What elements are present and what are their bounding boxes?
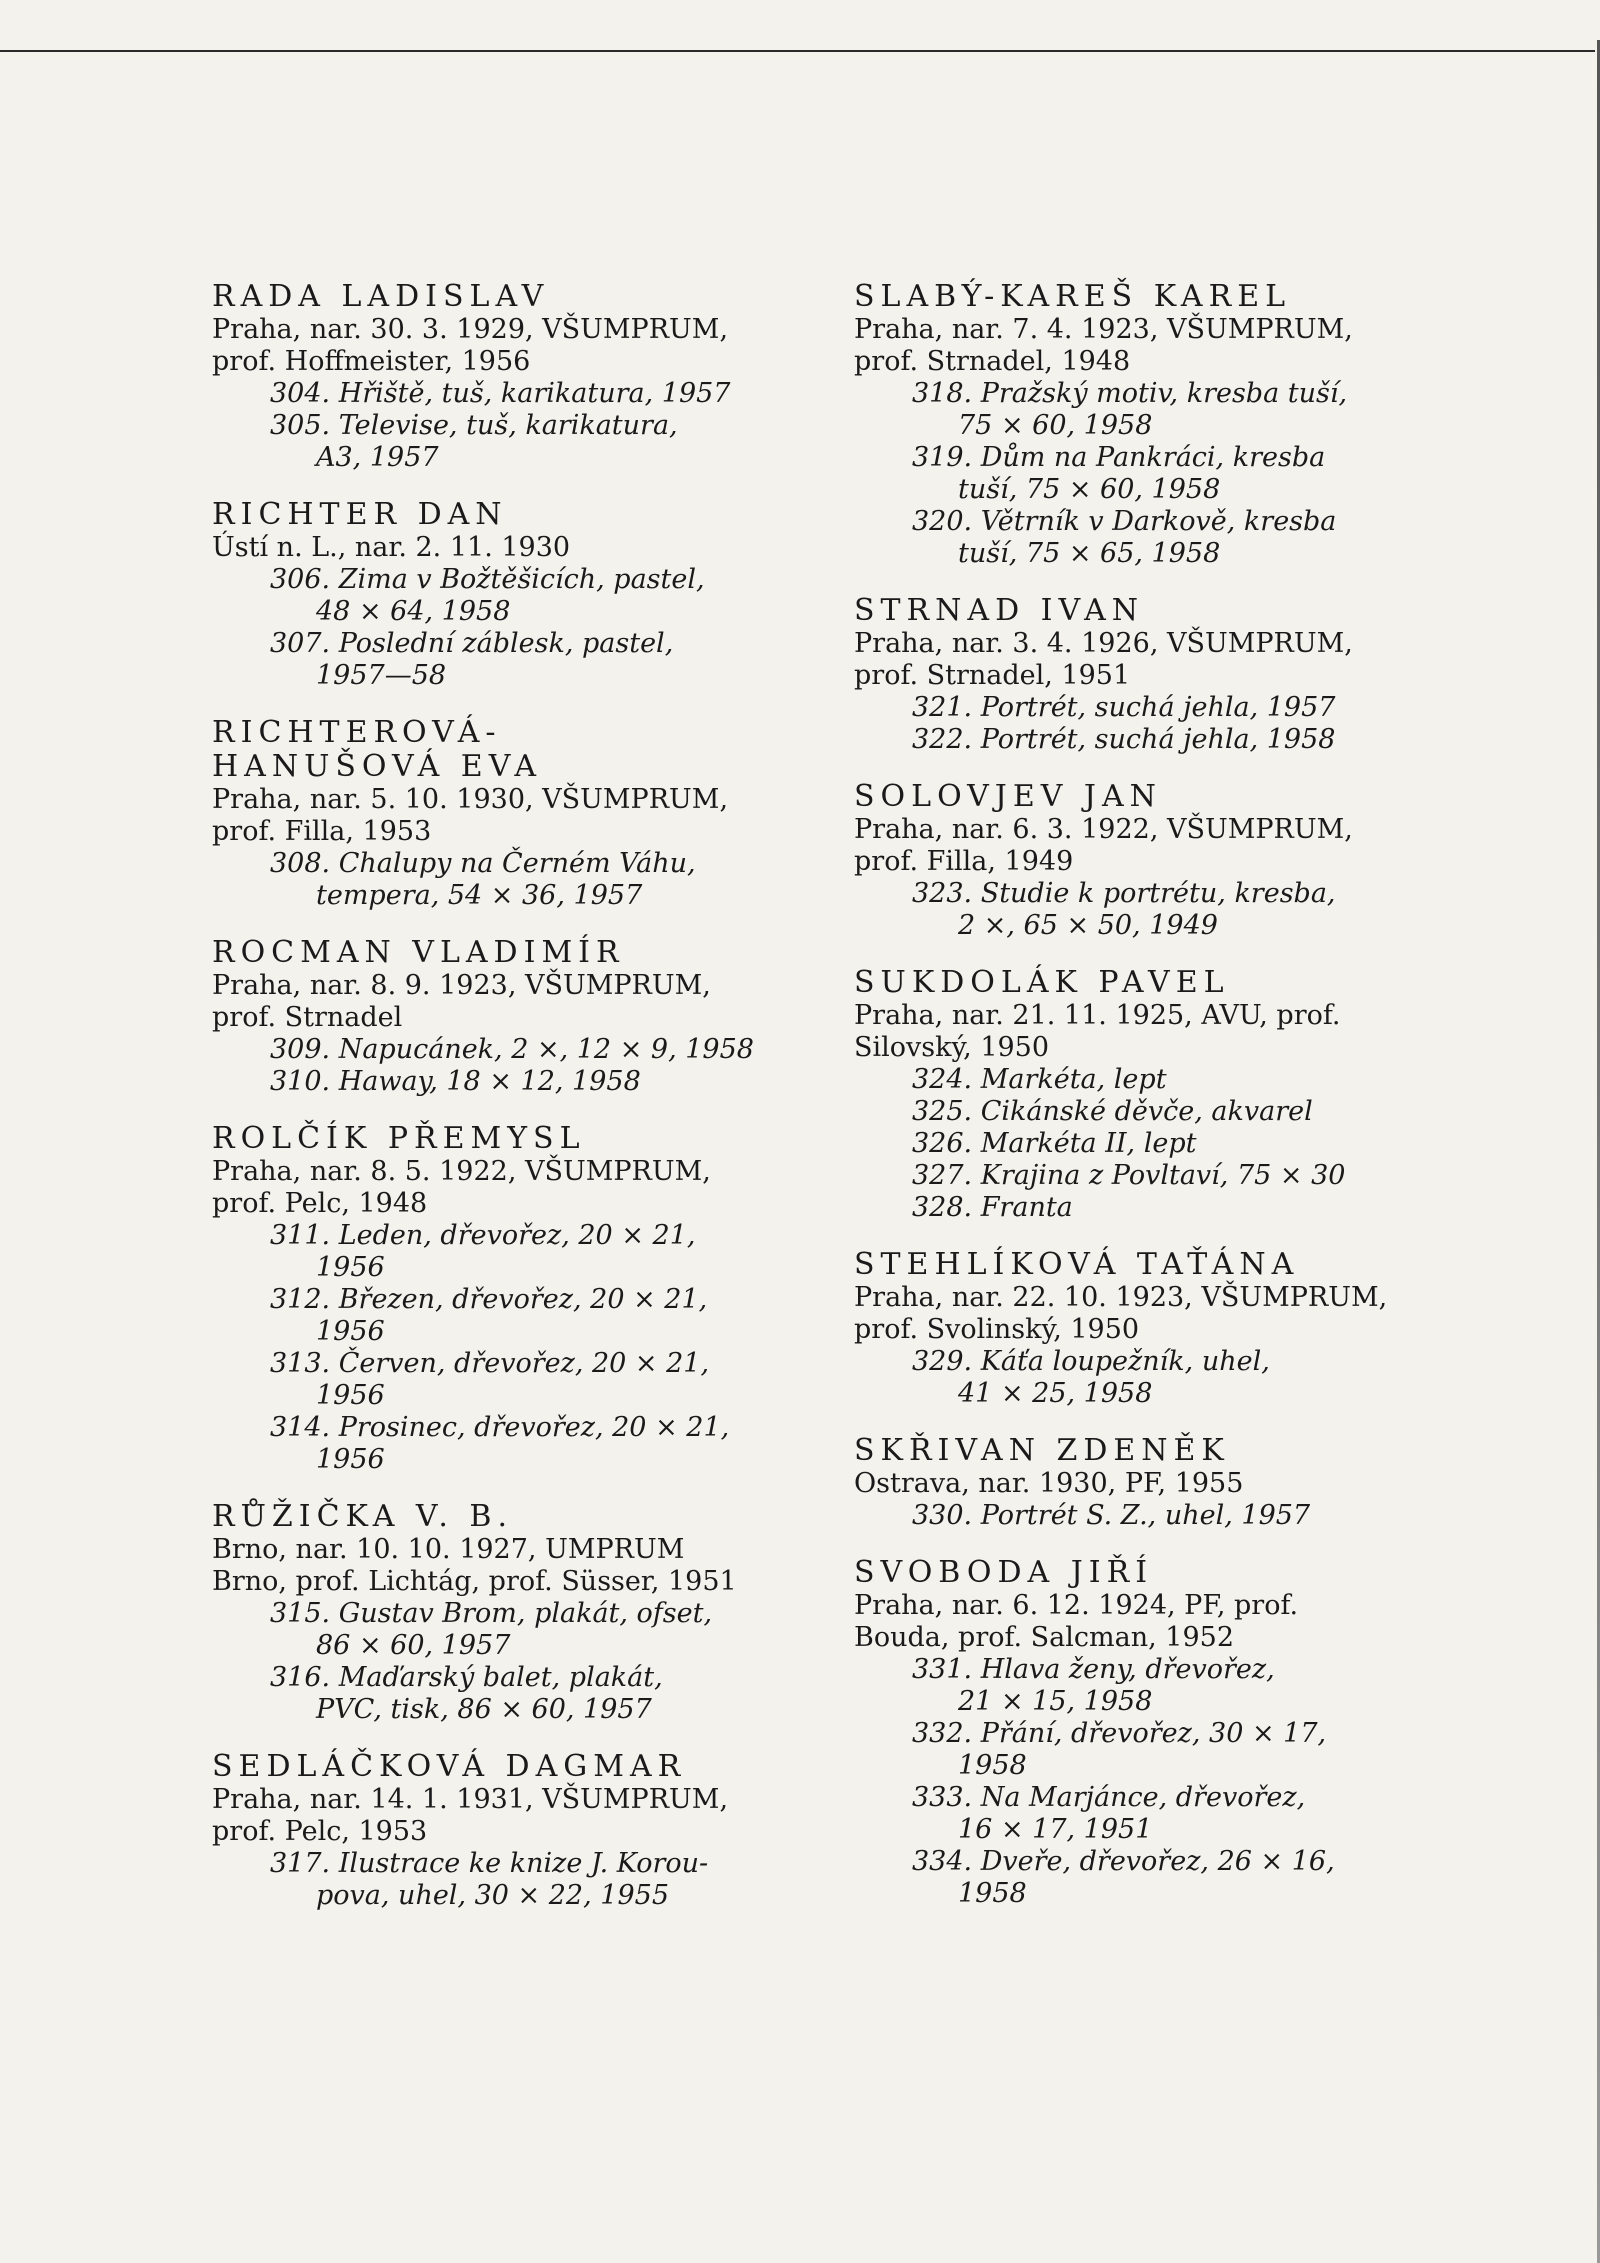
- artist-name: SOLOVJEV JAN: [854, 779, 1162, 814]
- artwork-item: 326. Markéta II, lept: [912, 1128, 1197, 1159]
- artist-info: Praha, nar. 8. 9. 1923, VŠUMPRUM, prof. Strnadel: [212, 970, 711, 1033]
- artist-name: STEHLÍKOVÁ TAŤÁNA: [854, 1247, 1300, 1282]
- artwork-item: 333. Na Marjánce, dřevořez, 16 × 17, 1951: [912, 1782, 1306, 1845]
- artwork-item: 331. Hlava ženy, dřevořez, 21 × 15, 1958: [912, 1654, 1275, 1717]
- artwork-item: 316. Maďarský balet, plakát, PVC, tisk, 86 × 60, 1957: [270, 1662, 663, 1725]
- artwork-item: 314. Prosinec, dřevořez, 20 × 21, 1956: [270, 1412, 730, 1475]
- artwork-item: 309. Napucánek, 2 ×, 12 × 9, 1958: [270, 1034, 754, 1065]
- artist-entry: [854, 280, 1448, 570]
- artwork-item: 330. Portrét S. Z., uhel, 1957: [912, 1500, 1311, 1531]
- artwork-item: 312. Březen, dřevořez, 20 × 21, 1956: [270, 1284, 708, 1347]
- page-top-edge: [0, 50, 1595, 52]
- artist-entry: [854, 594, 1448, 756]
- artist-name: SVOBODA JIŘÍ: [854, 1555, 1154, 1590]
- artist-info: Praha, nar. 6. 12. 1924, PF, prof. Bouda, prof. Salcman, 1952: [854, 1590, 1299, 1653]
- artist-info: Praha, nar. 8. 5. 1922, VŠUMPRUM, prof. Pelc, 1948: [212, 1156, 711, 1219]
- artwork-item: 310. Haway, 18 × 12, 1958: [270, 1066, 641, 1097]
- left-column: [212, 280, 812, 1936]
- artist-info: Praha, nar. 14. 1. 1931, VŠUMPRUM, prof. Pelc, 1953: [212, 1784, 729, 1847]
- artist-name: SKŘIVAN ZDENĚK: [854, 1433, 1230, 1468]
- artwork-item: 307. Poslední záblesk, pastel, 1957—58: [270, 628, 674, 691]
- artist-info: Praha, nar. 6. 3. 1922, VŠUMPRUM, prof. Filla, 1949: [854, 814, 1353, 877]
- artwork-item: 305. Televise, tuš, karikatura, A3, 1957: [270, 410, 678, 473]
- artwork-item: 317. Ilustrace ke knize J. Korou- pova, uhel, 30 × 22, 1955: [270, 1848, 709, 1911]
- artist-entry: [212, 716, 812, 912]
- artist-info: Praha, nar. 30. 3. 1929, VŠUMPRUM, prof. Hoffmeister, 1956: [212, 314, 729, 377]
- artist-info: Ostrava, nar. 1930, PF, 1955: [854, 1468, 1244, 1499]
- artist-entry: [854, 780, 1448, 942]
- artist-info: Praha, nar. 3. 4. 1926, VŠUMPRUM, prof. Strnadel, 1951: [854, 628, 1353, 691]
- artwork-item: 306. Zima v Božtěšicích, pastel, 48 × 64, 1958: [270, 564, 705, 627]
- artwork-item: 313. Červen, dřevořez, 20 × 21, 1956: [270, 1348, 710, 1411]
- artist-info: Praha, nar. 22. 10. 1923, VŠUMPRUM, prof. Svolinský, 1950: [854, 1282, 1388, 1345]
- artwork-item: 332. Přání, dřevořez, 30 × 17, 1958: [912, 1718, 1327, 1781]
- artist-name: ROLČÍK PŘEMYSL: [212, 1121, 586, 1156]
- right-column: [854, 280, 1448, 1934]
- artist-name: STRNAD IVAN: [854, 593, 1145, 628]
- artist-entry: [854, 1434, 1448, 1532]
- artwork-item: 323. Studie k portrétu, kresba, 2 ×, 65 × 50, 1949: [912, 878, 1336, 941]
- artist-info: Brno, nar. 10. 10. 1927, UMPRUM Brno, prof. Lichtág, prof. Süsser, 1951: [212, 1534, 737, 1597]
- artist-entry: [212, 1500, 812, 1726]
- artwork-item: 329. Káťa loupežník, uhel, 41 × 25, 1958: [912, 1346, 1270, 1409]
- artwork-item: 324. Markéta, lept: [912, 1064, 1167, 1095]
- artwork-item: 315. Gustav Brom, plakát, ofset, 86 × 60, 1957: [270, 1598, 713, 1661]
- artist-info: Praha, nar. 21. 11. 1925, AVU, prof. Silovský, 1950: [854, 1000, 1341, 1063]
- artist-name: RICHTER DAN: [212, 497, 508, 532]
- artwork-item: 304. Hřiště, tuš, karikatura, 1957: [270, 378, 731, 409]
- artwork-item: 322. Portrét, suchá jehla, 1958: [912, 724, 1336, 755]
- artist-name: SLABÝ-KAREŠ KAREL: [854, 279, 1292, 314]
- artist-name: SUKDOLÁK PAVEL: [854, 965, 1230, 1000]
- artwork-item: 308. Chalupy na Černém Váhu, tempera, 54 × 36, 1957: [270, 848, 696, 911]
- artwork-item: 321. Portrét, suchá jehla, 1957: [912, 692, 1336, 723]
- artist-name: RŮŽIČKA V. B.: [212, 1499, 513, 1534]
- artwork-item: 320. Větrník v Darkově, kresba tuší, 75 × 65, 1958: [912, 506, 1337, 569]
- artwork-item: 328. Franta: [912, 1192, 1073, 1223]
- artwork-item: 318. Pražský motiv, kresba tuší, 75 × 60, 1958: [912, 378, 1348, 441]
- artist-name: RADA LADISLAV: [212, 279, 550, 314]
- artist-info: Ústí n. L., nar. 2. 11. 1930: [212, 532, 571, 563]
- artwork-item: 327. Krajina z Povltaví, 75 × 30: [912, 1160, 1346, 1191]
- artist-entry: [854, 966, 1448, 1224]
- artwork-item: 325. Cikánské děvče, akvarel: [912, 1096, 1313, 1127]
- artist-entry: [212, 498, 812, 692]
- artist-entry: [854, 1556, 1448, 1910]
- artwork-item: 319. Dům na Pankráci, kresba tuší, 75 × 60, 1958: [912, 442, 1326, 505]
- artist-entry: [854, 1248, 1448, 1410]
- artwork-item: 311. Leden, dřevořez, 20 × 21, 1956: [270, 1220, 696, 1283]
- artwork-item: 334. Dveře, dřevořez, 26 × 16, 1958: [912, 1846, 1335, 1909]
- artist-info: Praha, nar. 7. 4. 1923, VŠUMPRUM, prof. Strnadel, 1948: [854, 314, 1353, 377]
- artist-entry: [212, 1750, 812, 1912]
- artist-name: ROCMAN VLADIMÍR: [212, 935, 625, 970]
- artist-name: RICHTEROVÁ- HANUŠOVÁ EVA: [212, 715, 543, 784]
- artist-name: SEDLÁČKOVÁ DAGMAR: [212, 1749, 687, 1784]
- artist-entry: [212, 1122, 812, 1476]
- artist-info: Praha, nar. 5. 10. 1930, VŠUMPRUM, prof. Filla, 1953: [212, 784, 729, 847]
- artist-entry: [212, 280, 812, 474]
- artist-entry: [212, 936, 812, 1098]
